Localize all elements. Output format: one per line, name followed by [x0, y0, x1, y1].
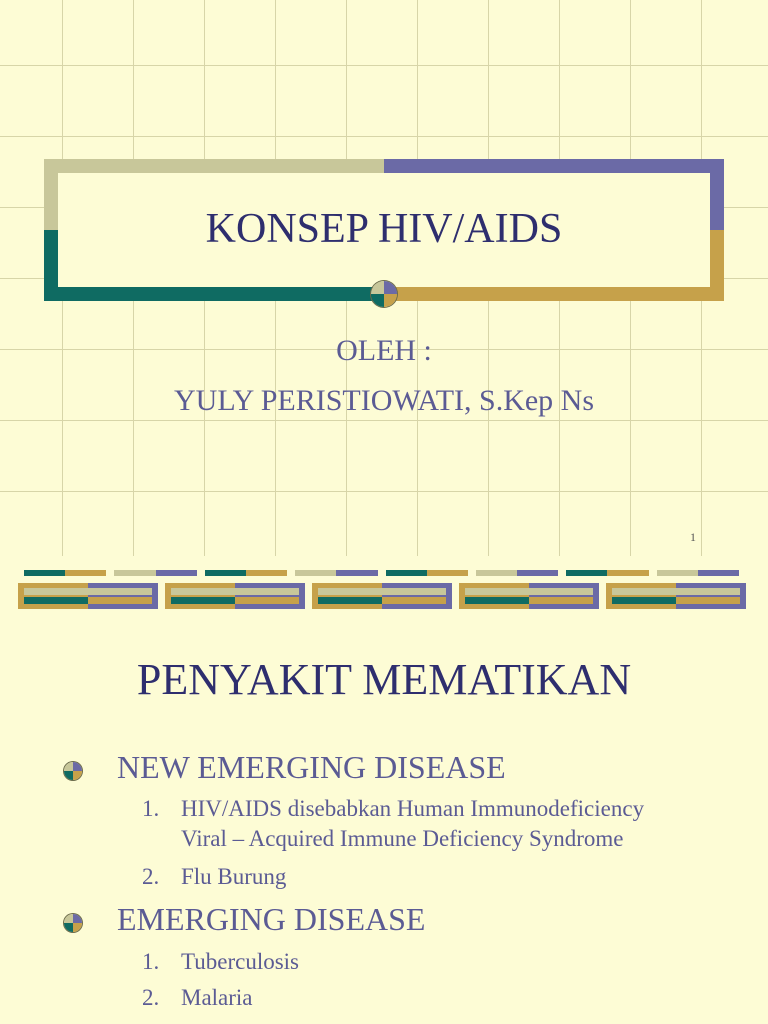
quad-circle-bullet-icon — [64, 914, 82, 932]
slide-title: KONSEP HIV/AIDS — [205, 206, 563, 252]
decorative-block — [165, 583, 305, 609]
list-number: 2. — [142, 864, 160, 889]
decorative-block — [312, 583, 452, 609]
list-item: Flu Burung — [181, 864, 287, 889]
quad-circle-bullet-icon — [64, 762, 82, 780]
byline-label: OLEH : — [336, 334, 432, 367]
quad-circle-icon — [371, 281, 397, 307]
list-item: Malaria — [181, 985, 253, 1010]
section-heading: NEW EMERGING DISEASE — [117, 749, 506, 785]
page-number: 1 — [690, 530, 696, 544]
list-number: 1. — [142, 796, 160, 821]
list-item: Tuberculosis — [181, 949, 299, 974]
slide-title: PENYAKIT MEMATIKAN — [136, 655, 632, 704]
decorative-block — [18, 583, 158, 609]
slide-2 — [0, 556, 768, 1024]
list-item: HIV/AIDS disebabkan Human Immunodeficiency Viral – Acquired Immune Deficiency Syndrome — [181, 796, 645, 851]
decorative-strip — [24, 570, 739, 576]
list-number: 2. — [142, 985, 160, 1010]
list-number: 1. — [142, 949, 160, 974]
decorative-block — [606, 583, 746, 609]
author-name: YULY PERISTIOWATI, S.Kep Ns — [173, 384, 595, 417]
decorative-block — [459, 583, 599, 609]
section-heading: EMERGING DISEASE — [117, 901, 426, 937]
